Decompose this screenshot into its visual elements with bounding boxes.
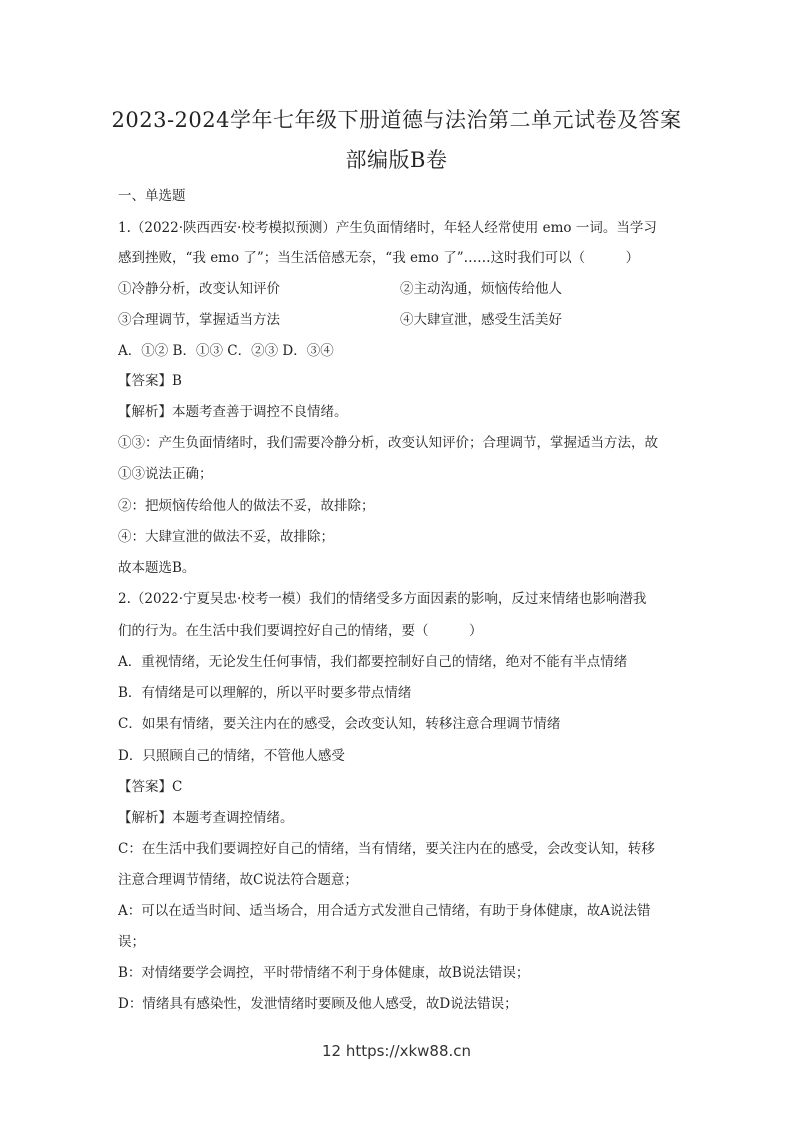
q2-analysis-line: A：可以在适当时间、适当场合，用合适方式发泄自己情绪，有助于身体健康，故A说法错 xyxy=(118,903,651,919)
q2-answer: 【答案】C xyxy=(118,779,183,795)
q2-analysis-line: 误； xyxy=(118,934,145,950)
q1-item: ①冷静分析，改变认知评价 xyxy=(118,281,280,297)
q1-item: ④大肆宣泄，感受生活美好 xyxy=(400,312,562,328)
q1-analysis-line: 故本题选B。 xyxy=(118,560,196,576)
q1-stem-line: 感到挫败，“我 emo 了”；当生活倍感无奈，“我 emo 了”……这时我们可以（ ） xyxy=(118,250,640,266)
q1-analysis-line: ①③：产生负面情绪时，我们需要冷静分析，改变认知评价；合理调节，掌握适当方法，故 xyxy=(118,435,658,451)
section-heading: 一、单选题 xyxy=(118,188,186,204)
q2-analysis-line: C：在生活中我们要调控好自己的情绪，当有情绪，要关注内在的感受，会改变认知，转移 xyxy=(118,841,655,857)
q2-option: B．有情绪是可以理解的，所以平时要多带点情绪 xyxy=(118,685,412,701)
q2-analysis-line: 注意合理调节情绪，故C说法符合题意； xyxy=(118,872,358,888)
q1-item: ②主动沟通，烦恼传给他人 xyxy=(400,281,562,297)
q2-analysis-line: D：情绪具有感染性，发泄情绪时要顾及他人感受，故D说法错误； xyxy=(118,996,518,1012)
q2-stem-line: 们的行为。在生活中我们要调控好自己的情绪，要（ ） xyxy=(118,623,483,639)
q2-option: A．重视情绪，无论发生任何事情，我们都要控制好自己的情绪，绝对不能有半点情绪 xyxy=(118,654,628,670)
q2-option: D．只照顾自己的情绪，不管他人感受 xyxy=(118,748,345,764)
document-title: 2023-2024学年七年级下册道德与法治第二单元试卷及答案 xyxy=(111,108,682,132)
q1-analysis-line: ①③说法正确； xyxy=(118,466,213,482)
document-subtitle: 部编版B卷 xyxy=(345,148,448,172)
q1-analysis-line: ②：把烦恼传给他人的做法不妥，故排除； xyxy=(118,498,375,514)
q2-analysis-line: 【解析】本题考查调控情绪。 xyxy=(118,810,294,826)
page-footer: 12 https://xkw88.cn xyxy=(321,1042,472,1060)
q1-answer: 【答案】B xyxy=(118,373,182,389)
q2-option: C．如果有情绪，要关注内在的感受，会改变认知，转移注意合理调节情绪 xyxy=(118,716,561,732)
q1-choices: A．①② B．①③ C．②③ D．③④ xyxy=(118,343,334,359)
q1-analysis-line: ④：大肆宣泄的做法不妥，故排除； xyxy=(118,529,334,545)
q2-stem-line: 2.（2022·宁夏吴忠·校考一模）我们的情绪受多方面因素的影响，反过来情绪也影响潜我 xyxy=(118,591,647,607)
q2-analysis-line: B：对情绪要学会调控，平时带情绪不利于身体健康，故B说法错误； xyxy=(118,965,530,981)
q1-analysis-line: 【解析】本题考查善于调控不良情绪。 xyxy=(118,404,348,420)
q1-stem-line: 1.（2022·陕西西安·校考模拟预测）产生负面情绪时，年轻人经常使用 emo 一词。当学习 xyxy=(118,220,657,236)
q1-item: ③合理调节，掌握适当方法 xyxy=(118,312,280,328)
